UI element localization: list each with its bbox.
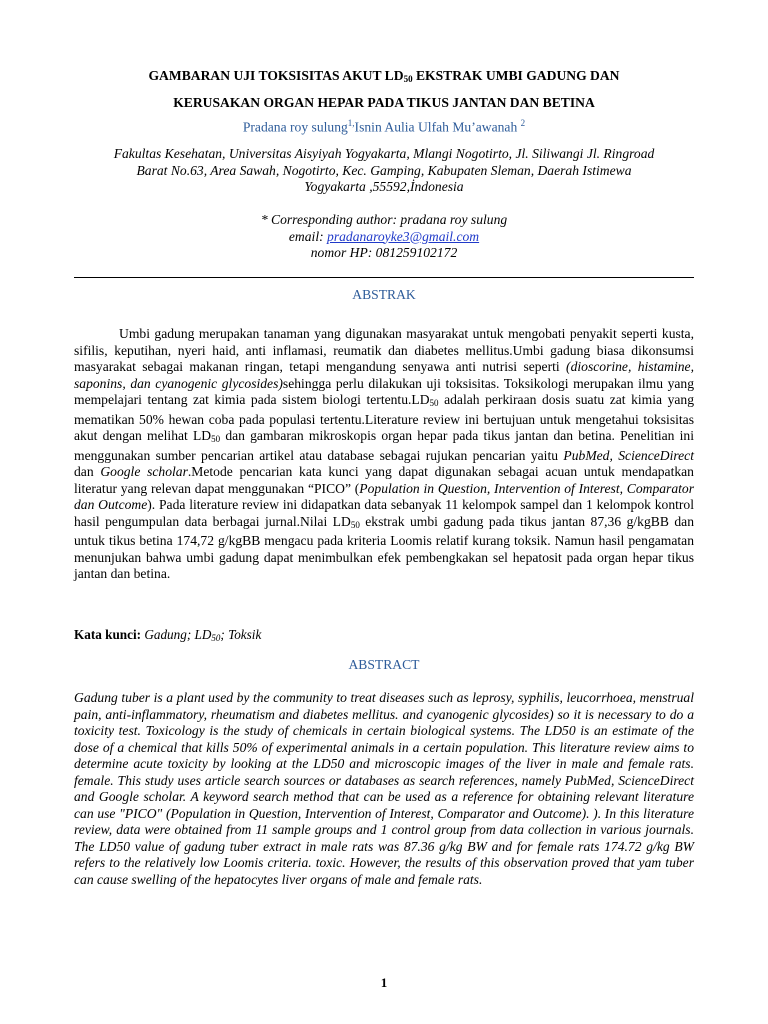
- email-link[interactable]: pradanaroyke3@gmail.com: [327, 228, 480, 244]
- authors-line: Pradana roy sulung$^{1,}$Isnin Aulia Ulfah Mu’awanah $^2$: [242, 118, 526, 135]
- author-2: Isnin Aulia Ulfah Mu’awanah: [354, 119, 518, 135]
- author-1: Pradana roy sulung: [242, 119, 348, 135]
- abstract-paragraph: Gadung tuber is a plant used by the community to treat diseases such as leprosy, syphilis, leucorrhoea, menstrual pain, anti-inflammatory, rheumatism and diabetes mellitus. and cyanogenic glycosides) so it is necessary to do a toxicity test. Toxicology is the study of chemicals in certain biological systems. The LD50 is an estimate of the dose of a chemical that kills 50% of experimental animals in a certain population. This literature review aims to determine acute toxicity by looking at the LD50 and microscopic images of the liver in male and female rats. female. This study uses article search sources or databases as search references, namely PubMed, ScienceDirect and Google scholar. A keyword search method that can be used as a reference for obtaining relevant literature can use "PICO" (Population in Question, Intervention of Interest, Comparator and Outcome). ). In this literature review, data were obtained from 11 sample groups and 1 control group from data collection in various journals. The LD50 value of gadung tuber extract in male rats was 87.36 g/kg BW and for female rats 174.72 g/kg BW refers to the relatively low Loomis criteria. toxic. However, the results of this observation proved that yam tuber can cause swelling of the hepatocytes liver organs of male and female rats.: [74, 690, 694, 887]
- abstrak-paragraph: Umbi gadung merupakan tanaman yang digunakan masyarakat untuk mengobati penyakit seperti kusta, sifilis, keputihan, nyeri haid, anti inflamasi, reumatik dan diabetes mellitus.Umbi gadung biasa dikonsumsi masyarakat sebagai makanan ringan, tetapi mengandung senyawa anti nutrisi seperti (dioscorine, histamine, saponins, dan cyanogenic glycosides)sehingga perlu dilakukan uji toksisitas. Toksikologi merupakan ilmu yang mempelajari tentang zat kimia pada sistem biologi $tertentu.LD_{50}$ adalah perkiraan dosis suatu zat kimia yang mematikan 50% hewan coba pada populasi tertentu.Literature review ini bertujuan untuk mengetahui toksisitas akut dengan melihat $LD_{50}$ dan gambaran mikroskopis organ hepar pada tikus jantan dan betina. Penelitian ini menggunakan sumber pencarian artikel atau database sebagai rujukan pencarian yaitu PubMed, ScienceDirect dan Google scholar.Metode pencarian kata kunci yang dapat digunakan sebagai acuan untuk mendapatkan literatur yang relevan dapat menggunakan “PICO” (Population in Question, Intervention of Interest, Comparator dan Outcome). Pada literature review ini didapatkan data sebanyak 11 kelompok sampel dan 1 kelompok kontrol hasil pengumpulan data berbagai jurnal.Nilai $LD_{50}$ ekstrak umbi gadung pada tikus jantan 87,36 g/kgBB dan untuk tikus betina 174,72 g/kgBB mengacu pada kriteria Loomis relatif kurang toksik. Namun hasil pengamatan menunjukan bahwa umbi gadung dapat menimbulkan efek pembengkakan sel hepatosit pada organ hepar tikus jantan dan betina.: [74, 326, 695, 581]
- header-divider: [74, 277, 694, 278]
- paper-title-line-2: KERUSAKAN ORGAN HEPAR PADA TIKUS JANTAN DAN BETINA: [173, 95, 595, 110]
- page-number: 1: [380, 975, 388, 990]
- paper-title-line-1: GAMBARAN UJI TOKSISITAS AKUT $LD_{50}$ EKSTRAK UMBI GADUNG DAN: [148, 68, 620, 84]
- abstract-heading: ABSTRACT: [348, 657, 420, 672]
- abstrak-heading: ABSTRAK: [352, 287, 416, 302]
- corresponding-author: * Corresponding author: pradana roy sulung email: pradanaroyke3@gmail.com nomor HP: 081259102172: [260, 212, 508, 260]
- keywords: Kata kunci: Gadung; $LD_{50}$; Toksik: [74, 627, 262, 643]
- affiliation: Fakultas Kesehatan, Universitas Aisyiyah Yogyakarta, Mlangi Nogotirto, Jl. Siliwangi Jl. Ringroad Barat No.63, Area Sawah, Nogotirto, Kec. Gamping, Kabupaten Sleman, Daerah Istimewa Yogyakarta ,55592,İndonesia: [113, 146, 655, 194]
